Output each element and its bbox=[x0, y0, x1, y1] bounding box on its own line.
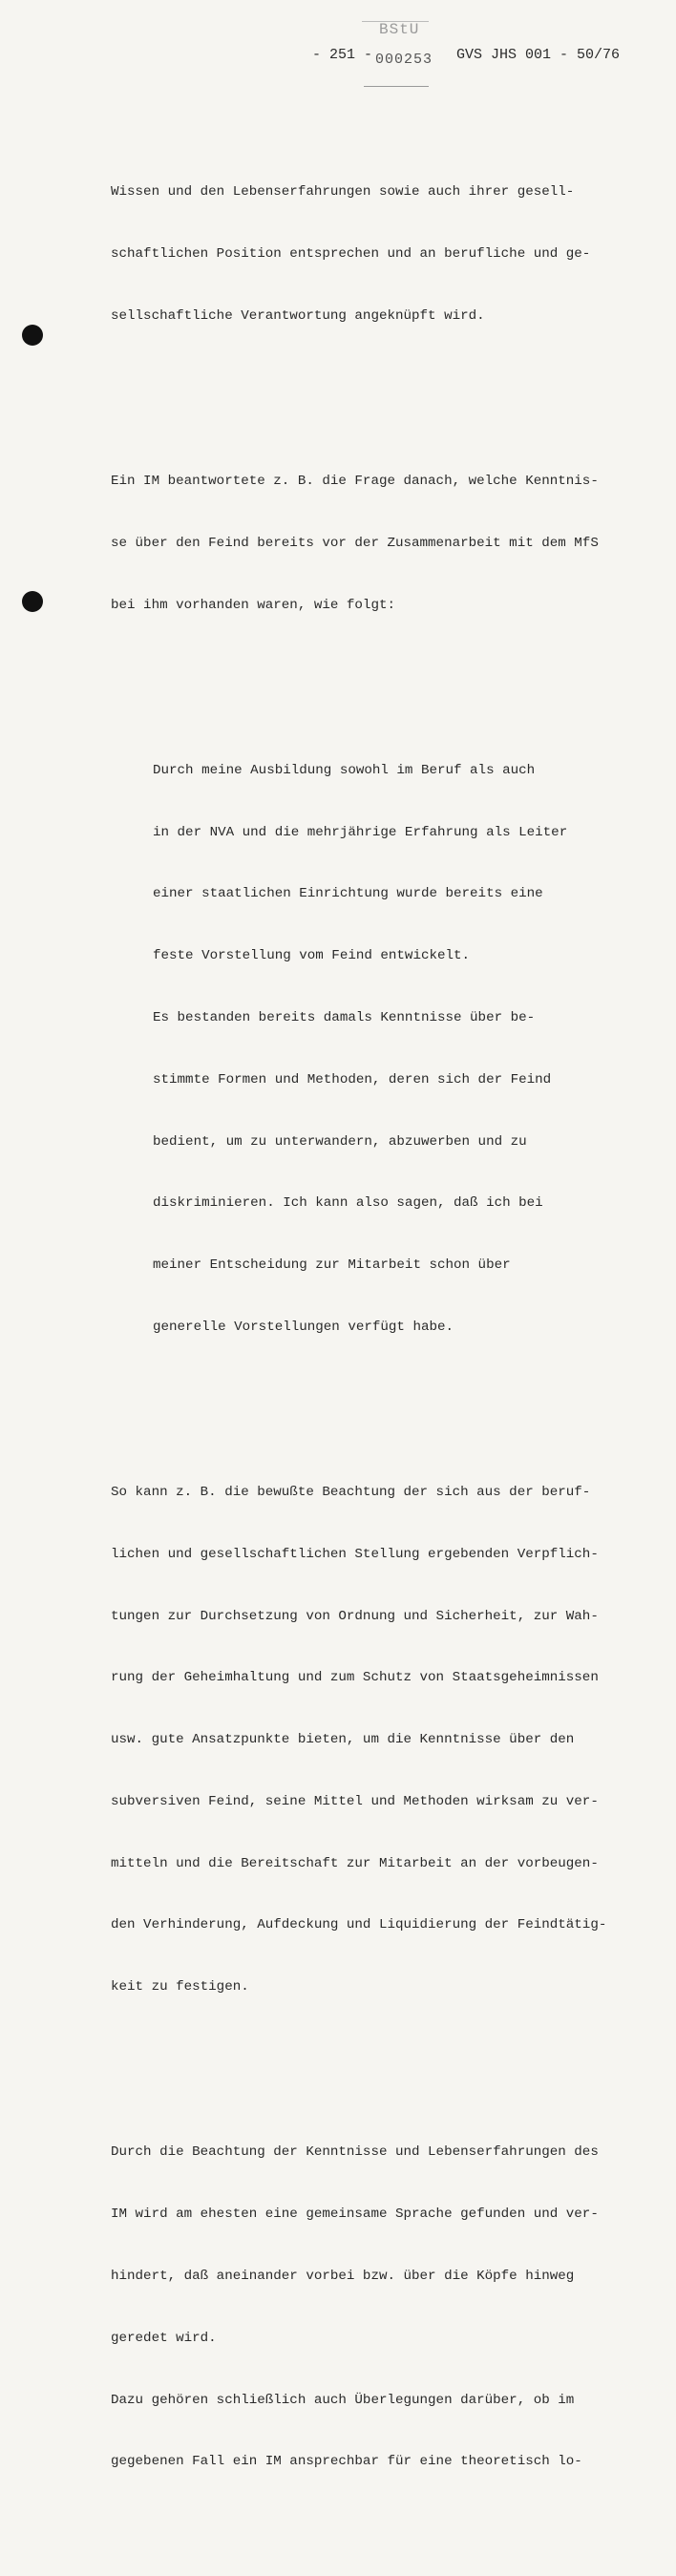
text-line: schaftlichen Position entsprechen und an berufliche und ge- bbox=[111, 246, 591, 263]
text-line: den Verhinderung, Aufdeckung und Liquidierung der Feindtätig- bbox=[111, 1917, 607, 1933]
text-line: hindert, daß aneinander vorbei bzw. über die Köpfe hinweg bbox=[111, 2268, 575, 2284]
text-line: Durch meine Ausbildung sowohl im Beruf als auch bbox=[153, 762, 536, 778]
body-text bbox=[111, 100, 645, 2576]
text-line: tungen zur Durchsetzung von Ordnung und Sicherheit, zur Wah- bbox=[111, 1608, 599, 1624]
text-line: gegebenen Fall ein IM ansprechbar für eine theoretisch lo- bbox=[111, 2454, 582, 2470]
text-line: bedient, um zu unterwandern, abzuwerben und zu bbox=[153, 1133, 527, 1150]
text-line: feste Vorstellung vom Feind entwickelt. bbox=[153, 948, 471, 964]
bstu-stamp: BStU bbox=[379, 21, 420, 38]
text-line: diskriminieren. Ich kann also sagen, daß ich bei bbox=[153, 1195, 543, 1212]
text-line: subversiven Feind, seine Mittel und Methoden wirksam zu ver- bbox=[111, 1793, 599, 1809]
text-line: geredet wird. bbox=[111, 2330, 217, 2346]
text-line: Dazu gehören schließlich auch Überlegungen darüber, ob im bbox=[111, 2392, 575, 2408]
paragraph bbox=[111, 1442, 645, 2039]
text-line: sellschaftliche Verantwortung angeknüpft wird. bbox=[111, 307, 485, 324]
quote-block bbox=[153, 720, 645, 1380]
text-line: se über den Feind bereits vor der Zusammenarbeit mit dem MfS bbox=[111, 535, 599, 551]
text-line: einer staatlichen Einrichtung wurde bereits eine bbox=[153, 886, 543, 902]
text-line: Wissen und den Lebenserfahrungen sowie auch ihrer gesell- bbox=[111, 184, 575, 201]
text-line: keit zu festigen. bbox=[111, 1979, 249, 1995]
text-line: usw. gute Ansatzpunkte bieten, um die Kenntnisse über den bbox=[111, 1732, 575, 1748]
text-line: stimmte Formen und Methoden, deren sich der Feind bbox=[153, 1071, 552, 1087]
text-line: in der NVA und die mehrjährige Erfahrung als Leiter bbox=[153, 824, 568, 840]
text-line: So kann z. B. die bewußte Beachtung der sich aus der beruf- bbox=[111, 1485, 591, 1500]
text-line: meiner Entscheidung zur Mitarbeit schon über bbox=[153, 1257, 511, 1274]
text-line: Es bestanden bereits damals Kenntnisse über be- bbox=[153, 1009, 536, 1025]
stamp-number: 000253 bbox=[375, 52, 433, 68]
page-number: - 251 - bbox=[312, 47, 373, 63]
text-line: rung der Geheimhaltung und zum Schutz von Staatsgeheimnissen bbox=[111, 1670, 599, 1686]
paragraph bbox=[111, 141, 645, 369]
text-line: Durch die Beachtung der Kenntnisse und Lebenserfahrungen des bbox=[111, 2144, 599, 2161]
paragraph bbox=[111, 2101, 645, 2514]
paragraph bbox=[111, 431, 645, 658]
punch-hole-icon bbox=[22, 325, 43, 346]
text-line: mitteln und die Bereitschaft zur Mitarbeit an der vorbeugen- bbox=[111, 1855, 599, 1871]
stamp-rule-bottom bbox=[364, 86, 429, 87]
text-line: lichen und gesellschaftlichen Stellung ergebenden Verpflich- bbox=[111, 1546, 599, 1562]
text-line: IM wird am ehesten eine gemeinsame Sprache gefunden und ver- bbox=[111, 2206, 599, 2223]
text-line: bei ihm vorhanden waren, wie folgt: bbox=[111, 597, 395, 613]
punch-hole-icon bbox=[22, 591, 43, 612]
text-line: Ein IM beantwortete z. B. die Frage danach, welche Kenntnis- bbox=[111, 474, 599, 490]
text-line: generelle Vorstellungen verfügt habe. bbox=[153, 1319, 454, 1335]
document-reference: GVS JHS 001 - 50/76 bbox=[456, 47, 621, 63]
